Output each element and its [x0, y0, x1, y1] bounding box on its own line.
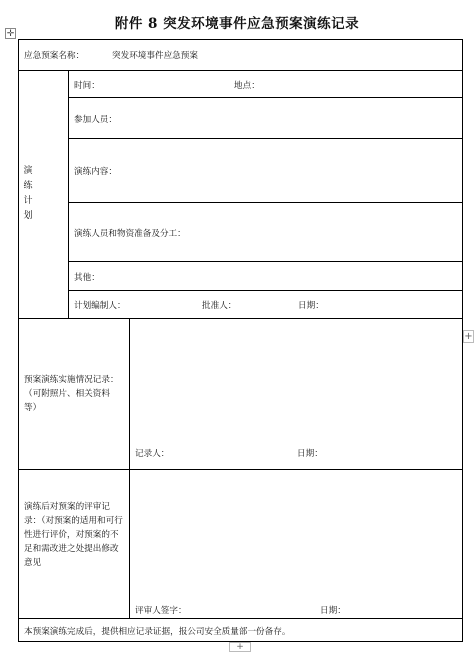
approver-label: 批准人：: [202, 301, 237, 311]
implementation-record-label: 预案演练实施情况记录：（可附照片、相关资料等）: [24, 375, 119, 413]
plan-compiler-label: 计划编制人：: [74, 301, 126, 311]
footer-note: 本预案演练完成后，提供相应记录证据，报公司安全质量部一份备存。: [24, 627, 291, 637]
row-divider: [68, 138, 463, 139]
row-divider: [18, 618, 463, 619]
table-border-left: [18, 39, 19, 642]
document-title: 附件 8 突发环境事件应急预案演练记录: [114, 16, 360, 32]
row-divider: [18, 318, 463, 319]
time-label: 时间：: [74, 81, 100, 91]
drill-plan-section-label: 演练计划: [23, 166, 33, 221]
evaluation-record-label: 演练后对预案的评审记录：（对预案的适用和可行性进行评价，对预案的不足和需改进之处提出修改意见: [24, 502, 123, 568]
table-move-handle-icon[interactable]: ✛: [6, 29, 15, 39]
column-divider: [129, 318, 130, 618]
plan-date-label: 日期：: [298, 301, 324, 311]
row-divider: [68, 290, 463, 291]
plan-name-value[interactable]: 突发环境事件应急预案: [112, 51, 198, 61]
row-divider: [68, 97, 463, 98]
row-divider: [18, 469, 463, 470]
row-divider: [68, 202, 463, 203]
reviewer-date-label: 日期：: [320, 606, 346, 616]
recorder-label: 记录人：: [135, 449, 170, 459]
place-label: 地点：: [234, 81, 260, 91]
add-row-plus-icon[interactable]: +: [229, 642, 251, 652]
add-column-plus-icon[interactable]: +: [464, 331, 473, 342]
column-divider: [68, 70, 69, 318]
drill-content-label: 演练内容：: [74, 167, 117, 177]
other-label: 其他：: [74, 273, 100, 283]
recorder-date-label: 日期：: [297, 449, 323, 459]
row-divider: [68, 261, 463, 262]
row-divider: [18, 70, 463, 71]
plan-name-label: 应急预案名称：: [24, 51, 85, 61]
reviewer-signature-label: 评审人签字：: [135, 606, 187, 616]
participants-label: 参加人员：: [74, 115, 117, 125]
table-border-top: [18, 39, 463, 40]
preparation-label: 演练人员和物资准备及分工：: [74, 229, 186, 239]
